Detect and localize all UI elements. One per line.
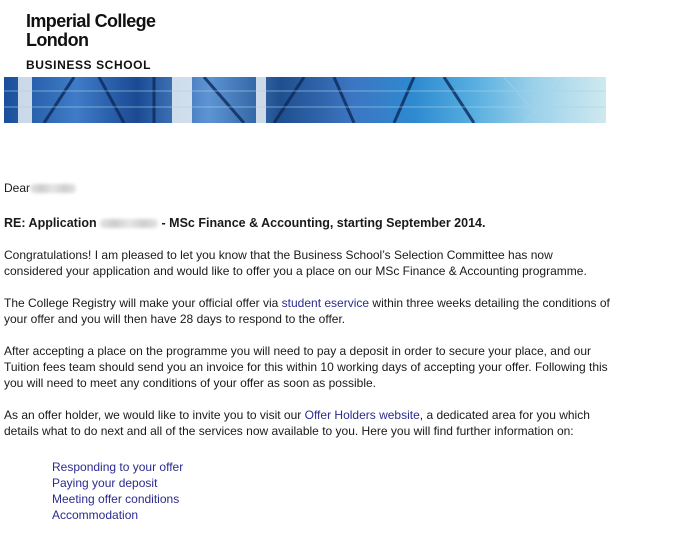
para2-text-after: within three weeks detailing the conditions of your offer and you will then have 28 days to respond to the offer.: [4, 296, 610, 326]
para4-text-after: , a dedicated area for you which details what to do next and all of the services now available to you. Here you will find further information on:: [4, 408, 590, 438]
subject-suffix: - MSc Finance & Accounting, starting September 2014.: [158, 216, 486, 230]
para4-text-before: As an offer holder, we would like to invite you to visit our: [4, 408, 305, 422]
imperial-business-school-logo: [26, 12, 155, 72]
list-item: [52, 491, 614, 507]
student-eservice-link[interactable]: student eservice: [281, 296, 370, 310]
responding-to-offer-link[interactable]: Responding to your offer: [52, 460, 184, 474]
paragraph-registry: [4, 295, 614, 327]
header-banner-image: [4, 77, 606, 123]
logo-line-2: London: [26, 30, 89, 50]
logo-line-3: BUSINESS SCHOOL: [26, 58, 152, 72]
list-item: [52, 475, 614, 491]
letter-body: [4, 180, 614, 523]
information-links-list: [52, 459, 614, 523]
list-item: [52, 459, 614, 475]
greeting-line: [4, 180, 614, 196]
meeting-offer-conditions-link[interactable]: Meeting offer conditions: [52, 492, 180, 506]
redacted-name: [30, 184, 76, 193]
accommodation-link[interactable]: Accommodation: [52, 508, 139, 522]
paragraph-deposit: After accepting a place on the programme you will need to pay a deposit in order to secure your place, and our Tuition fees team should send you an invoice for this within 10 working days of accepting your offer. Following this you will need to meet any conditions of your offer as soon as possible.: [4, 344, 608, 390]
subject-prefix: RE: Application: [4, 216, 97, 230]
paragraph-offer-holders: [4, 407, 614, 439]
redacted-application-number: [100, 219, 158, 228]
logo-line-1: Imperial College: [26, 11, 156, 31]
banner-architecture-graphic: [4, 77, 606, 123]
subject-line: [4, 215, 614, 231]
offer-holders-website-link[interactable]: Offer Holders website: [304, 408, 420, 422]
list-item: [52, 507, 614, 523]
paragraph-congratulations: Congratulations! I am pleased to let you know that the Business School’s Selection Committee has now considered your application and would like to offer you a place on our MSc Finance & Accounting programme.: [4, 248, 587, 278]
para2-text-before: The College Registry will make your official offer via: [4, 296, 282, 310]
paying-deposit-link[interactable]: Paying your deposit: [52, 476, 158, 490]
greeting: Dear: [4, 181, 31, 195]
